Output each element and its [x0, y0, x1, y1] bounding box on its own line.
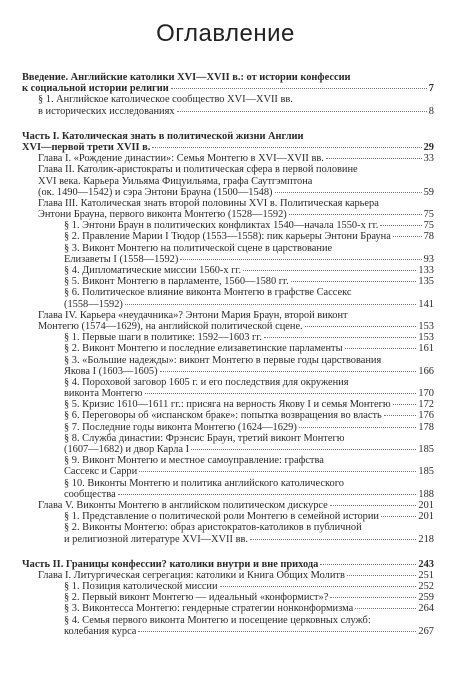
toc-entry-line [22, 243, 434, 254]
toc-entry-line [22, 534, 434, 545]
toc-page-number: 188 [418, 488, 434, 500]
toc-entry-line [22, 478, 434, 489]
toc-entry-text: колебания курса [64, 625, 137, 637]
toc-entry-line [22, 603, 434, 614]
toc-page-number: 259 [418, 592, 434, 604]
toc-page-number: 153 [418, 320, 434, 332]
toc-entry-line [22, 287, 434, 298]
toc-page-number: 8 [428, 105, 434, 117]
toc-entry-text: Часть II. Границы конфессии? католики внутри и вне прихода [22, 558, 319, 570]
toc-entry-line [22, 570, 434, 581]
toc-entry-line [22, 153, 434, 164]
toc-entry-text: § 2. Правление Марии I Тюдор (1553—1558): пик карьеры Энтони Брауна [64, 231, 391, 243]
toc-entry-line [22, 388, 434, 399]
toc-entry-line [22, 299, 434, 310]
toc-page-number: 93 [423, 253, 434, 265]
toc-entry-text: Елизаветы I (1558—1592) [64, 253, 179, 265]
dot-leader [160, 371, 417, 372]
toc-entry-line [22, 343, 434, 354]
toc-entry-line [22, 276, 434, 287]
dot-leader [393, 236, 422, 237]
toc-entry-line [22, 500, 434, 511]
toc-entry-text: § 4. Дипломатические миссии 1560-х гг. [64, 265, 242, 276]
toc-entry-text: § 1. Английское католическое сообщество XVI—XVII вв. [38, 94, 293, 106]
toc-entry-line [22, 176, 434, 187]
dot-leader [384, 415, 417, 416]
dot-leader [275, 192, 422, 193]
toc-entry-line [22, 581, 434, 592]
dot-leader [125, 304, 417, 305]
toc-entry-line [22, 106, 434, 117]
toc-entry-text: § 2. Виконты Монтегю: образ аристократов-католиков в публичной [64, 522, 362, 534]
toc-entry-text: Якова I (1603—1605) [64, 365, 158, 377]
toc-entry-text: § 2. Виконт Монтегю и последние елизаветинские парламенты [64, 343, 343, 355]
toc-page-number: 133 [418, 265, 434, 276]
toc-entry-text: Энтони Брауна, первого виконта Монтегю (1528—1592) [38, 209, 287, 221]
toc-page-number: 251 [418, 569, 434, 581]
toc-page-number: 252 [418, 581, 434, 593]
toc-entry-text: § 8. Служба династии: Фрэнсис Браун, третий виконт Монтегю [64, 432, 345, 444]
toc-page-number: 33 [423, 153, 434, 165]
dot-leader [299, 427, 417, 428]
toc-entry-line [22, 522, 434, 533]
toc-entry-line [22, 164, 434, 175]
toc-entry-line [22, 72, 434, 83]
toc-entry-text: § 10. Виконты Монтегю и политика английского католического [64, 477, 344, 489]
dot-leader [264, 337, 416, 338]
toc-page-number: 176 [418, 410, 434, 422]
toc-entry-line [22, 332, 434, 343]
toc-entry-text: § 6. Политическое влияние виконта Монтегю в графстве Сассекс [64, 287, 352, 299]
toc-entry-text: Глава III. Католическая знать второй половины XVI в. Политическая карьера [38, 197, 379, 209]
section-gap [22, 117, 434, 131]
toc-entry-text: § 2. Первый виконт Монтегю — идеальный «конформист»? [64, 592, 329, 604]
toc-page-number: 178 [418, 421, 434, 433]
dot-leader [191, 449, 416, 450]
dot-leader [177, 111, 427, 112]
toc-entry-text: § 1. Первые шаги в политике: 1592—1603 гг. [64, 332, 262, 344]
toc-entry-text: § 9. Виконт Монтегю и местное самоуправление: графства [64, 455, 324, 467]
dot-leader [139, 471, 416, 472]
toc-entry-line [22, 366, 434, 377]
toc-entry-text: к социальной истории религии [22, 83, 169, 95]
toc-entry-line [22, 131, 434, 142]
toc-entry-text: § 1. Энтони Браун в политических конфликтах 1540—начала 1550-х гг. [64, 220, 379, 232]
toc-page-number: 170 [418, 388, 434, 400]
toc-page-number: 59 [423, 186, 434, 198]
dot-leader [326, 158, 422, 159]
toc-page-number: 7 [428, 83, 434, 95]
toc-entry-line [22, 265, 434, 276]
toc-entry-text: XVI века. Карьера Уильяма Фицуильяма, графа Саутгэмптона [38, 175, 313, 187]
page-title: Оглавление [156, 20, 295, 47]
dot-leader [118, 494, 417, 495]
dot-leader [320, 564, 416, 565]
toc-entry-line [22, 444, 434, 455]
toc-page-number: 75 [423, 220, 434, 232]
dot-leader [171, 88, 427, 89]
toc-page-number: 78 [423, 231, 434, 243]
toc-entry-line [22, 231, 434, 242]
toc-entry-text: Глава I. «Рождение династии»: Семья Монтегю в XVI—XVII вв. [38, 153, 324, 165]
toc-entry-line [22, 511, 434, 522]
toc-page-number: 264 [418, 603, 434, 615]
toc-entry-line [22, 489, 434, 500]
toc-entry-line [22, 559, 434, 570]
dot-leader [180, 259, 421, 260]
toc-entry-text: Глава I. Литургическая сегрегация: католики и Книга Общих Молитв [38, 569, 345, 581]
toc-page-number: 267 [418, 625, 434, 637]
table-of-contents [22, 72, 434, 637]
toc-entry-text: Монтегю (1574—1629), на английской политической сцене. [38, 320, 303, 332]
dot-leader [305, 326, 417, 327]
toc-page-number: 153 [418, 332, 434, 344]
dot-leader [152, 147, 421, 148]
toc-entry-line [22, 377, 434, 388]
toc-entry-line [22, 615, 434, 626]
toc-entry-text: § 3. Виконтесса Монтегю: гендерные стратегии нонконформизма [64, 603, 354, 615]
toc-entry-line [22, 455, 434, 466]
toc-page-number: 141 [418, 298, 434, 310]
toc-entry-text: (1558—1592) [64, 298, 123, 310]
toc-entry-text: § 6. Переговоры об «испанском браке»: попытка возвращения во власть [64, 410, 382, 422]
dot-leader [145, 393, 417, 394]
toc-entry-line [22, 399, 434, 410]
dot-leader [330, 505, 417, 506]
toc-page-number: 29 [423, 141, 434, 153]
toc-entry-text: Глава IV. Карьера «неудачника»? Энтони Мария Браун, второй виконт [38, 309, 348, 321]
toc-entry-line [22, 466, 434, 477]
toc-entry-line [22, 310, 434, 321]
toc-entry-text: Введение. Английские католики XVI—XVII в.: от истории конфессии [22, 72, 351, 83]
toc-entry-line [22, 198, 434, 209]
dot-leader [381, 516, 416, 517]
toc-entry-text: § 5. Кризис 1610—1611 гг.: присяга на верность Якову I и семья Монтегю [64, 399, 391, 411]
toc-entry-text: § 3. «Большие надежды»: виконт Монтегю в первые годы царствования [64, 354, 382, 366]
toc-entry-text: виконта Монтегю [64, 388, 143, 400]
toc-entry-text: Сассекс и Сарри [64, 466, 138, 478]
toc-entry-line [22, 410, 434, 421]
toc-entry-text: § 4. Семья первого виконта Монтегю и посещение церковных служб: [64, 614, 371, 626]
toc-entry-text: § 1. Позиция католической миссии [64, 581, 218, 593]
toc-page-number: 135 [418, 276, 434, 288]
toc-entry-text: Глава V. Виконты Монтегю в английском политическом дискурсе [38, 499, 328, 511]
toc-entry-line [22, 321, 434, 332]
toc-entry-text: (1607—1682) и двор Карла I [64, 444, 190, 455]
toc-entry-line [22, 626, 434, 637]
toc-entry-text: § 3. Виконт Монтегю на политической сцене в царствование [64, 242, 333, 254]
toc-entry-line [22, 422, 434, 433]
toc-entry-text: (ок. 1490—1542) и сэра Энтони Брауна (1500—1548) [38, 186, 273, 198]
toc-entry-text: в исторических исследованиях [38, 105, 175, 117]
toc-entry-line [22, 142, 434, 153]
dot-leader [345, 348, 417, 349]
toc-page-number: 161 [418, 343, 434, 355]
toc-page-number: 201 [418, 511, 434, 523]
dot-leader [393, 404, 417, 405]
toc-page-number: 185 [418, 444, 434, 455]
toc-page-number: 185 [418, 466, 434, 478]
dot-leader [250, 539, 416, 540]
section-gap [22, 545, 434, 559]
dot-leader [289, 214, 422, 215]
toc-entry-line [22, 187, 434, 198]
toc-entry-line [22, 433, 434, 444]
toc-entry-line [22, 355, 434, 366]
toc-entry-line [22, 94, 434, 105]
toc-entry-text: и религиозной литературе XVI—XVII вв. [64, 533, 248, 545]
toc-entry-line [22, 83, 434, 94]
dot-leader [330, 597, 416, 598]
toc-entry-text: § 1. Представление о политической роли Монтегю в семейной истории [64, 511, 379, 523]
toc-page-number: 166 [418, 365, 434, 377]
toc-page-number: 172 [418, 399, 434, 411]
dot-leader [220, 586, 417, 587]
toc-page-number: 218 [418, 533, 434, 545]
toc-page-number: 243 [418, 558, 434, 570]
dot-leader [347, 575, 417, 576]
dot-leader [138, 631, 416, 632]
toc-entry-text: § 7. Последние годы виконта Монтегю (1624—1629) [64, 421, 297, 433]
toc-page-number: 201 [418, 499, 434, 511]
toc-page-number: 75 [423, 209, 434, 221]
toc-entry-text: Глава II. Католик-аристократы и политическая сфера в первой половине [38, 164, 358, 176]
dot-leader [291, 281, 417, 282]
toc-entry-line [22, 592, 434, 603]
toc-entry-text: сообщества [64, 488, 116, 500]
dot-leader [355, 608, 416, 609]
toc-entry-text: § 5. Виконт Монтегю в парламенте, 1560—1580 гг. [64, 276, 289, 288]
toc-entry-text: § 4. Пороховой заговор 1605 г. и его последствия для окружения [64, 376, 349, 388]
dot-leader [243, 270, 416, 271]
toc-entry-line [22, 220, 434, 231]
toc-entry-line [22, 254, 434, 265]
toc-entry-text: XVI—первой трети XVII в. [22, 141, 151, 153]
toc-entry-line [22, 209, 434, 220]
dot-leader [380, 225, 421, 226]
toc-entry-text: Часть I. Католическая знать в политической жизни Англии [22, 130, 304, 142]
